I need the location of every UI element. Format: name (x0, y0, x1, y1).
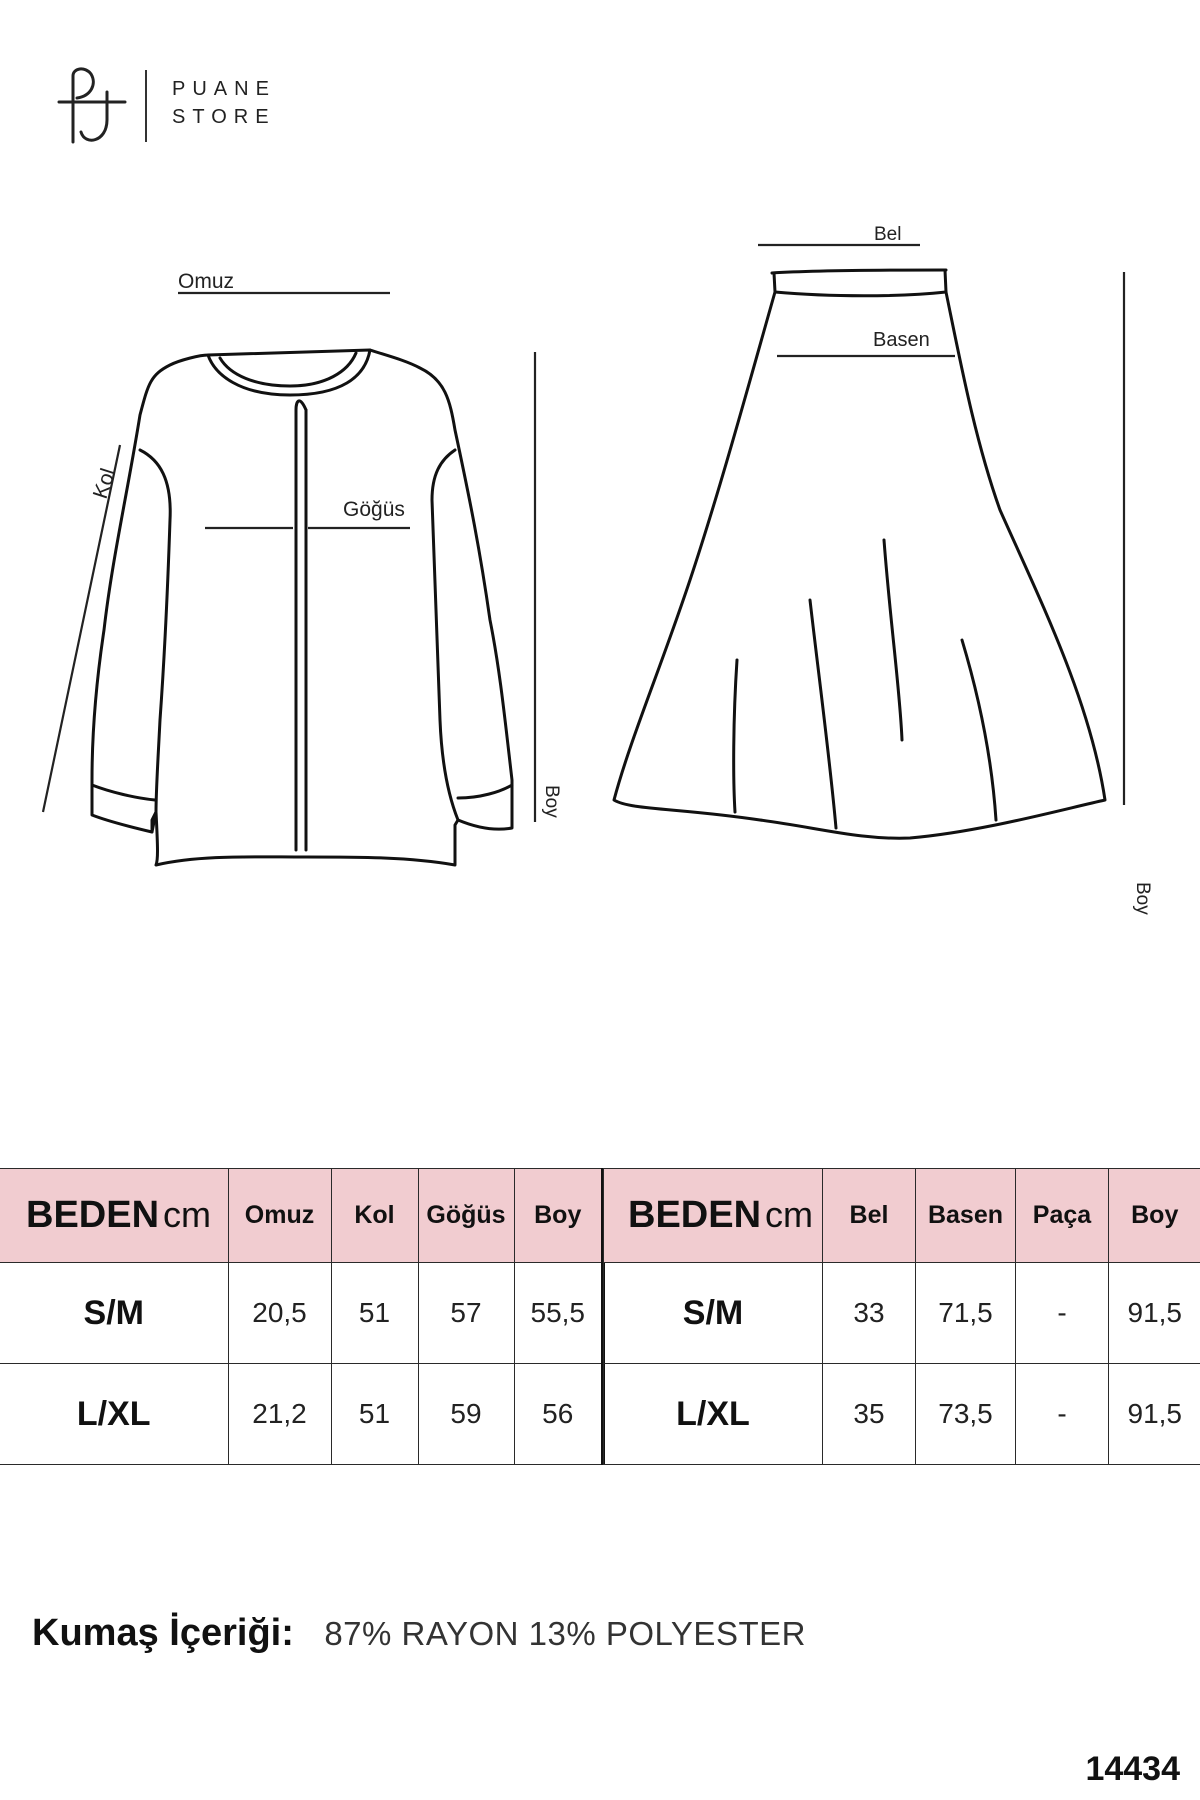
boy-top-label: Boy (541, 785, 562, 818)
size-cell: L/XL (0, 1364, 228, 1465)
table-row (0, 1263, 603, 1364)
table-row (604, 1364, 1200, 1465)
header-gogus: Göğüs (418, 1169, 514, 1263)
value-cell: 73,5 (916, 1364, 1016, 1465)
value-cell: 71,5 (916, 1263, 1016, 1364)
value-cell: 51 (331, 1263, 418, 1364)
puane-monogram-icon (55, 62, 135, 152)
header-omuz: Omuz (228, 1169, 331, 1263)
value-cell: 55,5 (514, 1263, 603, 1364)
brand-name-line1: PUANE (172, 78, 276, 100)
fabric-label: Kumaş İçeriği: (32, 1612, 294, 1654)
header-bel: Bel (823, 1169, 916, 1263)
boy-skirt-label: Boy (1132, 882, 1153, 915)
omuz-label: Omuz (178, 270, 235, 293)
header-basen: Basen (916, 1169, 1016, 1263)
value-cell: - (1016, 1263, 1109, 1364)
value-cell: 33 (823, 1263, 916, 1364)
value-cell: 91,5 (1109, 1263, 1200, 1364)
header-paca: Paça (1016, 1169, 1109, 1263)
fabric-value: 87% RAYON 13% POLYESTER (324, 1615, 806, 1652)
value-cell: 20,5 (228, 1263, 331, 1364)
header-boy: Boy (1109, 1169, 1200, 1263)
size-cell: S/M (604, 1263, 823, 1364)
kol-label: Kol (88, 465, 121, 502)
fabric-content (32, 1612, 806, 1655)
value-cell: 57 (418, 1263, 514, 1364)
brand-divider (145, 70, 147, 142)
table-header-row (604, 1169, 1200, 1263)
beden-header: BEDEN cm (604, 1169, 823, 1263)
basen-label: Basen (873, 329, 930, 351)
value-cell: 56 (514, 1364, 603, 1465)
bel-label: Bel (874, 224, 902, 245)
size-cell: S/M (0, 1263, 228, 1364)
value-cell: 51 (331, 1364, 418, 1465)
value-cell: 21,2 (228, 1364, 331, 1465)
garment-illustrations (0, 200, 1200, 960)
beden-header: BEDEN cm (0, 1169, 228, 1263)
gogus-label: Göğüs (343, 498, 405, 521)
top-size-table (0, 1168, 605, 1465)
product-code: 14434 (1085, 1750, 1180, 1788)
brand-logo (55, 62, 295, 152)
skirt-size-table (603, 1168, 1200, 1465)
shirt-drawing (92, 350, 512, 865)
value-cell: 35 (823, 1364, 916, 1465)
table-row (0, 1364, 603, 1465)
header-kol: Kol (331, 1169, 418, 1263)
value-cell: 59 (418, 1364, 514, 1465)
brand-name-line2: STORE (172, 106, 276, 128)
table-row (604, 1263, 1200, 1364)
header-boy: Boy (514, 1169, 603, 1263)
value-cell: - (1016, 1364, 1109, 1465)
table-header-row (0, 1169, 603, 1263)
size-cell: L/XL (604, 1364, 823, 1465)
value-cell: 91,5 (1109, 1364, 1200, 1465)
